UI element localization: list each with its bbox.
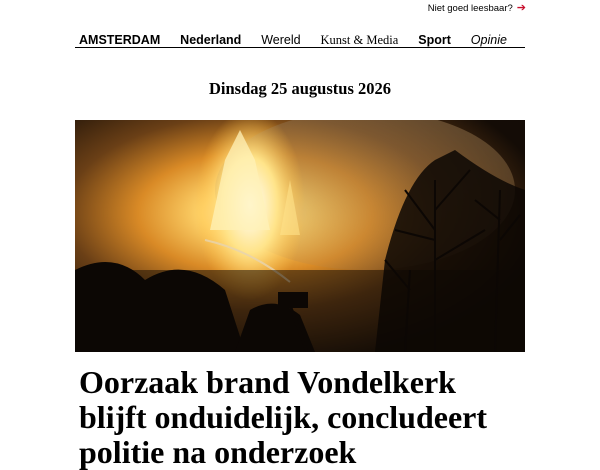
nav-item-wereld[interactable]: Wereld [261,33,301,47]
edition-date: Dinsdag 25 augustus 2026 [208,79,391,98]
nav-item-amsterdam[interactable]: AMSTERDAM [79,33,161,47]
nav-item-opinie[interactable]: Opinie [470,33,507,47]
section-nav [75,33,525,48]
hero-image[interactable] [75,120,525,352]
article-headline[interactable]: Oorzaak brand Vondelkerk blijft onduidelijk, concludeert politie na onderzoek [79,364,488,470]
arrow-right-icon: ➔ [516,2,526,14]
nav-item-kunst-media[interactable]: Kunst & Media [320,33,399,47]
nav-item-nederland[interactable]: Nederland [180,33,242,47]
church-fire-photo [75,120,525,352]
readability-link-label: Niet goed leesbaar? [427,2,513,14]
readability-link[interactable] [428,1,526,15]
nav-item-sport[interactable]: Sport [418,33,451,47]
